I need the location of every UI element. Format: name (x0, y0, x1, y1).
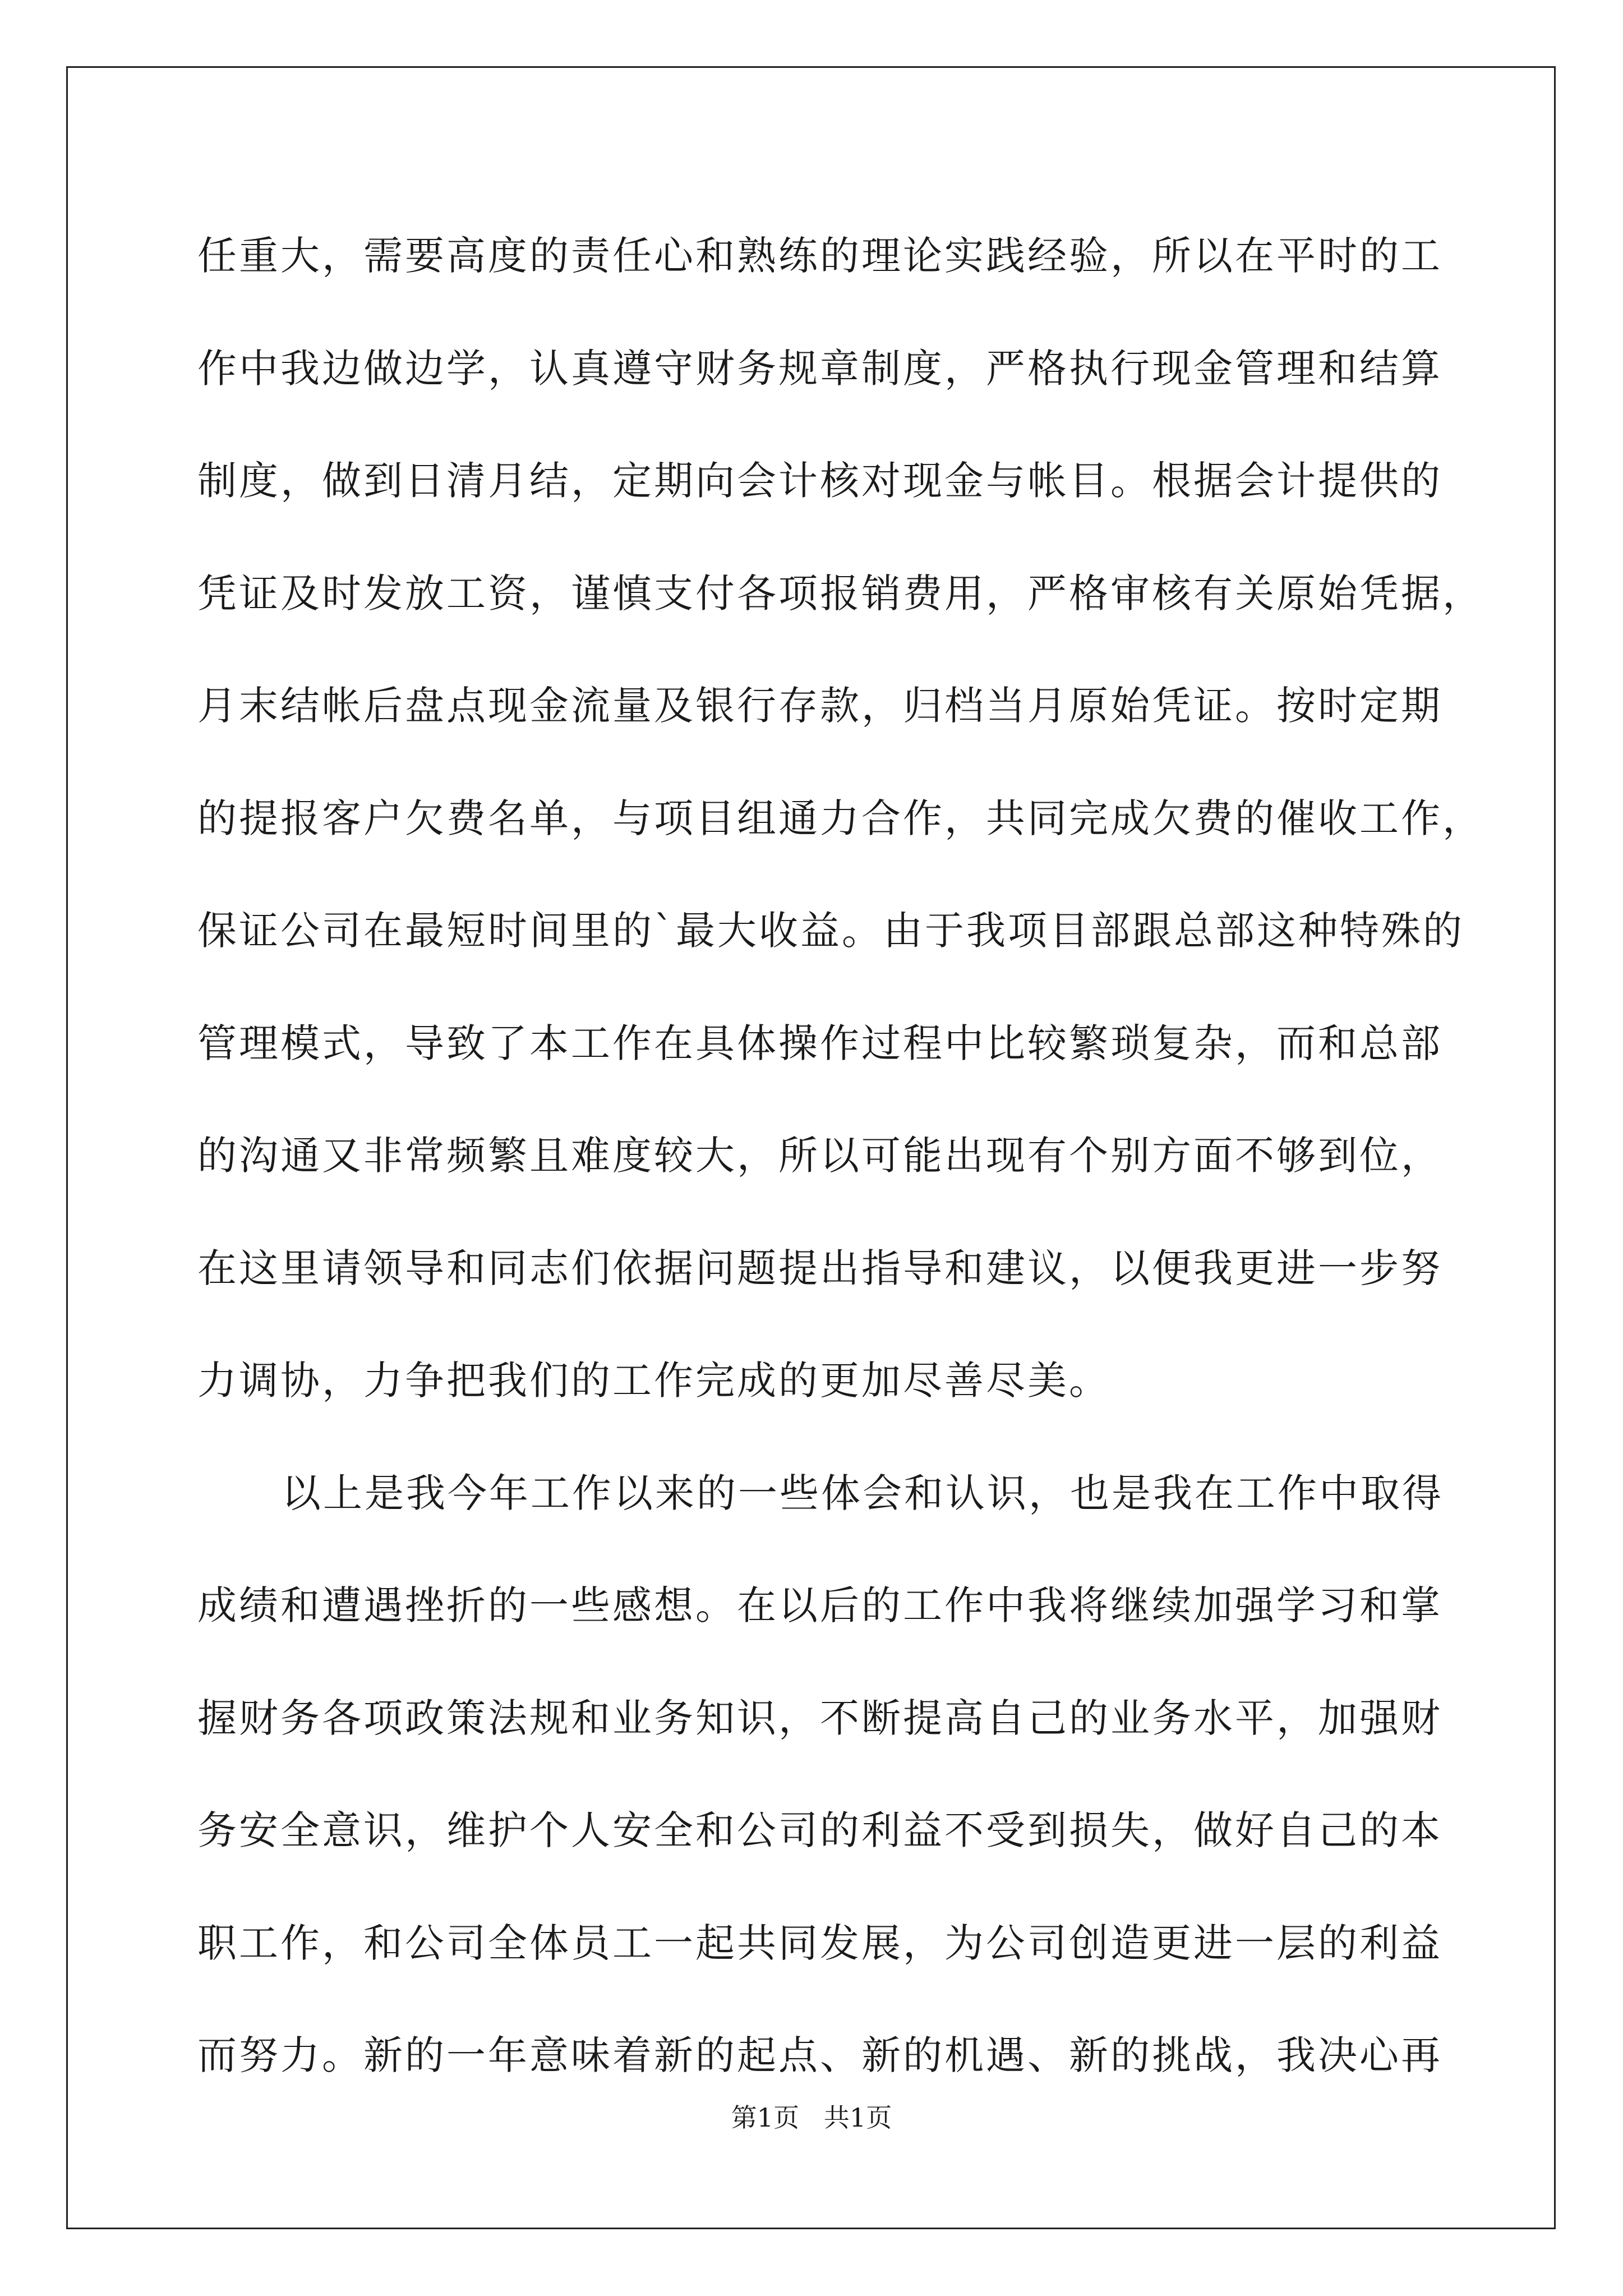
paragraph-line: 的沟通又非常频繁且难度较大，所以可能出现有个别方面不够到位， (197, 1133, 1442, 1179)
document-body (197, 200, 1484, 2112)
paragraph-line: 职工作，和公司全体员工一起共同发展，为公司创造更进一层的利益 (197, 1920, 1442, 1966)
page-number-footer: 第1页 共1页 (731, 2102, 892, 2133)
paragraph-line: 作中我边做边学，认真遵守财务规章制度，严格执行现金管理和结算 (197, 345, 1442, 392)
paragraph-line: 凭证及时发放工资，谨慎支付各项报销费用，严格审核有关原始凭据， (197, 570, 1484, 616)
paragraph-line: 以上是我今年工作以来的一些体会和认识，也是我在工作中取得 (282, 1470, 1444, 1516)
paragraph-line: 管理模式，导致了本工作在具体操作过程中比较繁琐复杂，而和总部 (197, 1020, 1442, 1066)
paragraph-line: 力调协，力争把我们的工作完成的更加尽善尽美。 (197, 1358, 1110, 1404)
paragraph-line: 保证公司在最短时间里的`最大收益。由于我项目部跟总部这种特殊的 (197, 908, 1464, 954)
paragraph-line: 务安全意识，维护个人安全和公司的利益不受到损失，做好自己的本 (197, 1807, 1442, 1853)
paragraph-line: 在这里请领导和同志们依据问题提出指导和建议，以便我更进一步努 (197, 1245, 1442, 1291)
paragraph-line: 制度，做到日清月结，定期向会计核对现金与帐目。根据会计提供的 (197, 458, 1442, 504)
paragraph-line: 而努力。新的一年意味着新的起点、新的机遇、新的挑战，我决心再 (197, 2032, 1442, 2078)
paragraph-line: 的提报客户欠费名单，与项目组通力合作，共同完成欠费的催收工作， (197, 795, 1484, 841)
paragraph-line: 月末结帐后盘点现金流量及银行存款，归档当月原始凭证。按时定期 (197, 683, 1442, 729)
paragraph-line: 握财务各项政策法规和业务知识，不断提高自己的业务水平，加强财 (197, 1695, 1442, 1741)
paragraph-line: 成绩和遭遇挫折的一些感想。在以后的工作中我将继续加强学习和掌 (197, 1582, 1442, 1628)
paragraph-line: 任重大，需要高度的责任心和熟练的理论实践经验，所以在平时的工 (197, 233, 1442, 279)
